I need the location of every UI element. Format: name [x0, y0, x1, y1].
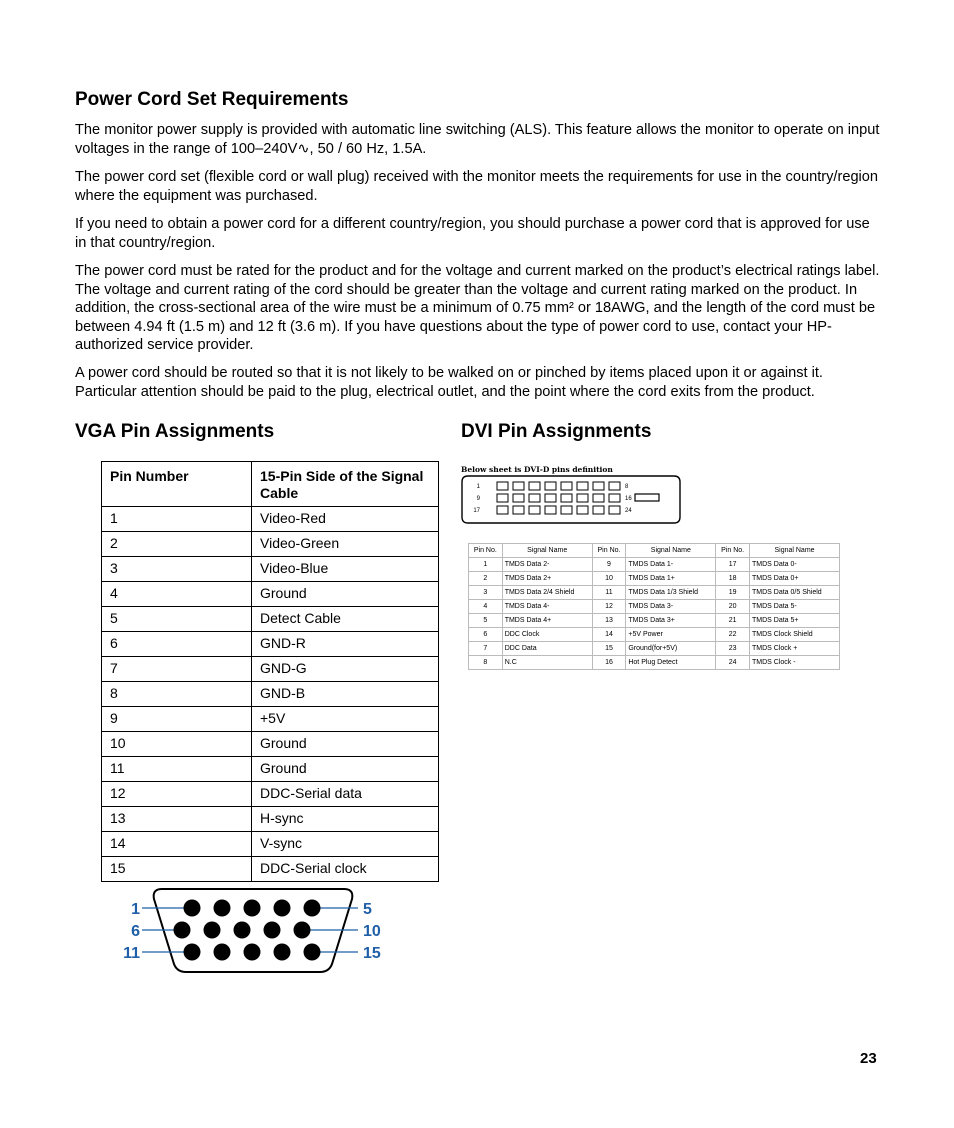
signal-name-cell: N.C [502, 656, 592, 670]
dvi-pin [497, 494, 508, 502]
column-header: Pin No. [469, 544, 503, 558]
table-row [102, 507, 439, 532]
paragraph-cord-set: The power cord set (flexible cord or wall plug) received with the monitor meets the requirements for use in the country/region where the equipment was purchased. [75, 169, 879, 204]
signal-name-cell: DDC-Serial data [252, 782, 439, 807]
page-number: 23 [860, 1050, 877, 1067]
vga-pin [304, 944, 321, 961]
signal-name-cell: Video-Green [252, 532, 439, 557]
vga-pin [244, 944, 261, 961]
pin-number-cell: 21 [716, 614, 750, 628]
vga-pin [214, 944, 231, 961]
table-row [102, 782, 439, 807]
signal-name-cell: Ground [252, 757, 439, 782]
vga-pin [274, 900, 291, 917]
pin-number-cell: 10 [592, 572, 626, 586]
dvi-pin-label: 1 [476, 484, 480, 490]
signal-name-cell: H-sync [252, 807, 439, 832]
table-row [469, 614, 840, 628]
signal-name-cell: GND-R [252, 632, 439, 657]
table-row [102, 682, 439, 707]
vga-pin-label: 15 [363, 945, 381, 962]
pin-number-cell: 12 [592, 600, 626, 614]
table-row [469, 656, 840, 670]
dvi-pin-label: 16 [625, 496, 632, 502]
signal-name-cell: TMDS Data 2/4 Shield [502, 586, 592, 600]
pin-number-cell: 7 [469, 642, 503, 656]
dvi-pin [529, 494, 540, 502]
table-row [102, 707, 439, 732]
pin-number-cell: 3 [469, 586, 503, 600]
dvi-pin-figure [457, 461, 850, 677]
pin-number-cell: 16 [592, 656, 626, 670]
table-row [469, 572, 840, 586]
table-row [469, 642, 840, 656]
pin-number-cell: 15 [592, 642, 626, 656]
dvi-pin [577, 494, 588, 502]
signal-name-cell: GND-B [252, 682, 439, 707]
table-row [102, 607, 439, 632]
vga-connector-diagram [118, 884, 388, 980]
signal-name-cell: Ground(for+5V) [626, 642, 716, 656]
dvi-pin [513, 494, 524, 502]
table-header-row [469, 544, 840, 558]
dvi-pin [545, 482, 556, 490]
dvi-pin [593, 494, 604, 502]
signal-name-cell: TMDS Clock Shield [750, 628, 840, 642]
paragraph-other-country: If you need to obtain a power cord for a different country/region, you should purchase a power cord that is approved for use in that country/region. [75, 216, 870, 251]
signal-name-cell: TMDS Data 2- [502, 558, 592, 572]
dvi-pin [561, 482, 572, 490]
dvi-pin [561, 506, 572, 514]
vga-pin-table [101, 461, 439, 882]
table-row [469, 628, 840, 642]
dvi-pin [577, 482, 588, 490]
pin-number-cell: 23 [716, 642, 750, 656]
column-header: 15-Pin Side of the Signal Cable [252, 462, 439, 507]
table-row [102, 757, 439, 782]
signal-name-cell: TMDS Data 0+ [750, 572, 840, 586]
signal-name-cell: DDC Data [502, 642, 592, 656]
dvi-pin [561, 494, 572, 502]
pin-number-cell: 18 [716, 572, 750, 586]
pin-number-cell: 8 [469, 656, 503, 670]
pin-number-cell: 24 [716, 656, 750, 670]
signal-name-cell: TMDS Clock + [750, 642, 840, 656]
dvi-pin [593, 482, 604, 490]
pin-number-cell: 9 [592, 558, 626, 572]
column-header: Signal Name [750, 544, 840, 558]
signal-name-cell: Video-Blue [252, 557, 439, 582]
pin-number-cell: 13 [102, 807, 252, 832]
column-header: Signal Name [626, 544, 716, 558]
dvi-pin-label: 9 [476, 496, 480, 502]
dvi-pin [497, 506, 508, 514]
vga-pin [244, 900, 261, 917]
vga-pin [204, 922, 221, 939]
column-header: Signal Name [502, 544, 592, 558]
pin-number-cell: 11 [102, 757, 252, 782]
signal-name-cell: +5V [252, 707, 439, 732]
pin-number-cell: 14 [592, 628, 626, 642]
dvi-pin [593, 506, 604, 514]
pin-number-cell: 3 [102, 557, 252, 582]
pin-number-cell: 20 [716, 600, 750, 614]
signal-name-cell: TMDS Data 1+ [626, 572, 716, 586]
table-row [469, 600, 840, 614]
signal-name-cell: Detect Cable [252, 607, 439, 632]
table-row [102, 807, 439, 832]
dvi-pin [497, 482, 508, 490]
signal-name-cell: TMDS Data 4- [502, 600, 592, 614]
pin-number-cell: 17 [716, 558, 750, 572]
vga-pin [184, 944, 201, 961]
pin-number-cell: 11 [592, 586, 626, 600]
pin-number-cell: 19 [716, 586, 750, 600]
vga-pin-label: 5 [363, 901, 372, 918]
column-header: Pin No. [716, 544, 750, 558]
pin-number-cell: 5 [102, 607, 252, 632]
signal-name-cell: TMDS Data 1/3 Shield [626, 586, 716, 600]
pin-number-cell: 4 [102, 582, 252, 607]
vga-pin [214, 900, 231, 917]
pin-number-cell: 2 [469, 572, 503, 586]
signal-name-cell: Hot Plug Detect [626, 656, 716, 670]
signal-name-cell: DDC-Serial clock [252, 857, 439, 882]
signal-name-cell: TMDS Data 0- [750, 558, 840, 572]
vga-pin [234, 922, 251, 939]
signal-name-cell: Ground [252, 732, 439, 757]
pin-number-cell: 5 [469, 614, 503, 628]
pin-number-cell: 1 [469, 558, 503, 572]
column-header: Pin No. [592, 544, 626, 558]
signal-name-cell: TMDS Clock - [750, 656, 840, 670]
vga-pin [184, 900, 201, 917]
pin-number-cell: 7 [102, 657, 252, 682]
vga-pin [264, 922, 281, 939]
table-row [469, 586, 840, 600]
vga-pin-label: 1 [131, 901, 140, 918]
signal-name-cell: DDC Clock [502, 628, 592, 642]
dvi-pin-label: 24 [625, 508, 632, 514]
table-header-row [102, 462, 439, 507]
dvi-pin-label: 8 [625, 484, 629, 490]
table-row [102, 857, 439, 882]
pin-number-cell: 14 [102, 832, 252, 857]
pin-number-cell: 4 [469, 600, 503, 614]
dvi-pin-table [468, 543, 840, 670]
dvi-pin [513, 506, 524, 514]
vga-pin [274, 944, 291, 961]
pin-number-cell: 1 [102, 507, 252, 532]
dvi-pin [513, 482, 524, 490]
signal-name-cell: TMDS Data 4+ [502, 614, 592, 628]
pin-number-cell: 6 [469, 628, 503, 642]
dvi-pin [529, 506, 540, 514]
table-row [102, 582, 439, 607]
signal-name-cell: TMDS Data 5+ [750, 614, 840, 628]
vga-pin [294, 922, 311, 939]
signal-name-cell: Ground [252, 582, 439, 607]
pin-number-cell: 13 [592, 614, 626, 628]
pin-number-cell: 9 [102, 707, 252, 732]
dvi-connector-diagram [460, 473, 688, 529]
dvi-pin [609, 494, 620, 502]
pin-number-cell: 12 [102, 782, 252, 807]
dvi-heading: DVI Pin Assignments [461, 421, 652, 442]
signal-name-cell: TMDS Data 0/5 Shield [750, 586, 840, 600]
vga-pin-label: 6 [131, 923, 140, 940]
signal-name-cell: V-sync [252, 832, 439, 857]
table-row [102, 557, 439, 582]
pin-number-cell: 2 [102, 532, 252, 557]
dvi-caption: Below sheet is DVI-D pins definition [461, 465, 613, 474]
dvi-pin [545, 494, 556, 502]
table-row [102, 632, 439, 657]
signal-name-cell: TMDS Data 5- [750, 600, 840, 614]
signal-name-cell: TMDS Data 3- [626, 600, 716, 614]
power-cord-heading: Power Cord Set Requirements [75, 89, 349, 110]
vga-pin-label: 11 [123, 945, 140, 962]
pin-number-cell: 6 [102, 632, 252, 657]
dvi-pin [577, 506, 588, 514]
pin-number-cell: 10 [102, 732, 252, 757]
dvi-pin [529, 482, 540, 490]
paragraph-routing: A power cord should be routed so that it is not likely to be walked on or pinched by items placed upon it or against it. Particular attention should be paid to the plug, electrical outlet, and the point where the cord exits from the product. [75, 365, 823, 400]
signal-name-cell: GND-G [252, 657, 439, 682]
dvi-pin [545, 506, 556, 514]
vga-pin [174, 922, 191, 939]
table-row [102, 732, 439, 757]
vga-pin-label: 10 [363, 923, 381, 940]
table-row [102, 832, 439, 857]
signal-name-cell: TMDS Data 2+ [502, 572, 592, 586]
signal-name-cell: +5V Power [626, 628, 716, 642]
pin-number-cell: 8 [102, 682, 252, 707]
table-row [102, 657, 439, 682]
paragraph-als: The monitor power supply is provided with automatic line switching (ALS). This feature allows the monitor to operate on input voltages in the range of 100–240V∿, 50 / 60 Hz, 1.5A. [75, 122, 880, 157]
pin-number-cell: 22 [716, 628, 750, 642]
column-header: Pin Number [102, 462, 252, 507]
vga-pin [304, 900, 321, 917]
dvi-pin [609, 482, 620, 490]
dvi-pin [609, 506, 620, 514]
signal-name-cell: TMDS Data 1- [626, 558, 716, 572]
table-row [102, 532, 439, 557]
pin-number-cell: 15 [102, 857, 252, 882]
table-row [469, 558, 840, 572]
dvi-pin-label: 17 [473, 508, 480, 514]
vga-heading: VGA Pin Assignments [75, 421, 275, 442]
signal-name-cell: Video-Red [252, 507, 439, 532]
signal-name-cell: TMDS Data 3+ [626, 614, 716, 628]
paragraph-rating: The power cord must be rated for the product and for the voltage and current marked on the product’s electrical ratings label. The voltage and current rating of the cord should be greater than the voltage and current rating marked on the product. In addition, the cross-sectional area of the wire must be a minimum of 0.75 mm² or 18AWG, and the length of the cord must be between 4.94 ft (1.5 m) and 12 ft (3.6 m). If you have questions about the type of power cord to use, contact your HP-authorized service provider. [75, 263, 880, 354]
